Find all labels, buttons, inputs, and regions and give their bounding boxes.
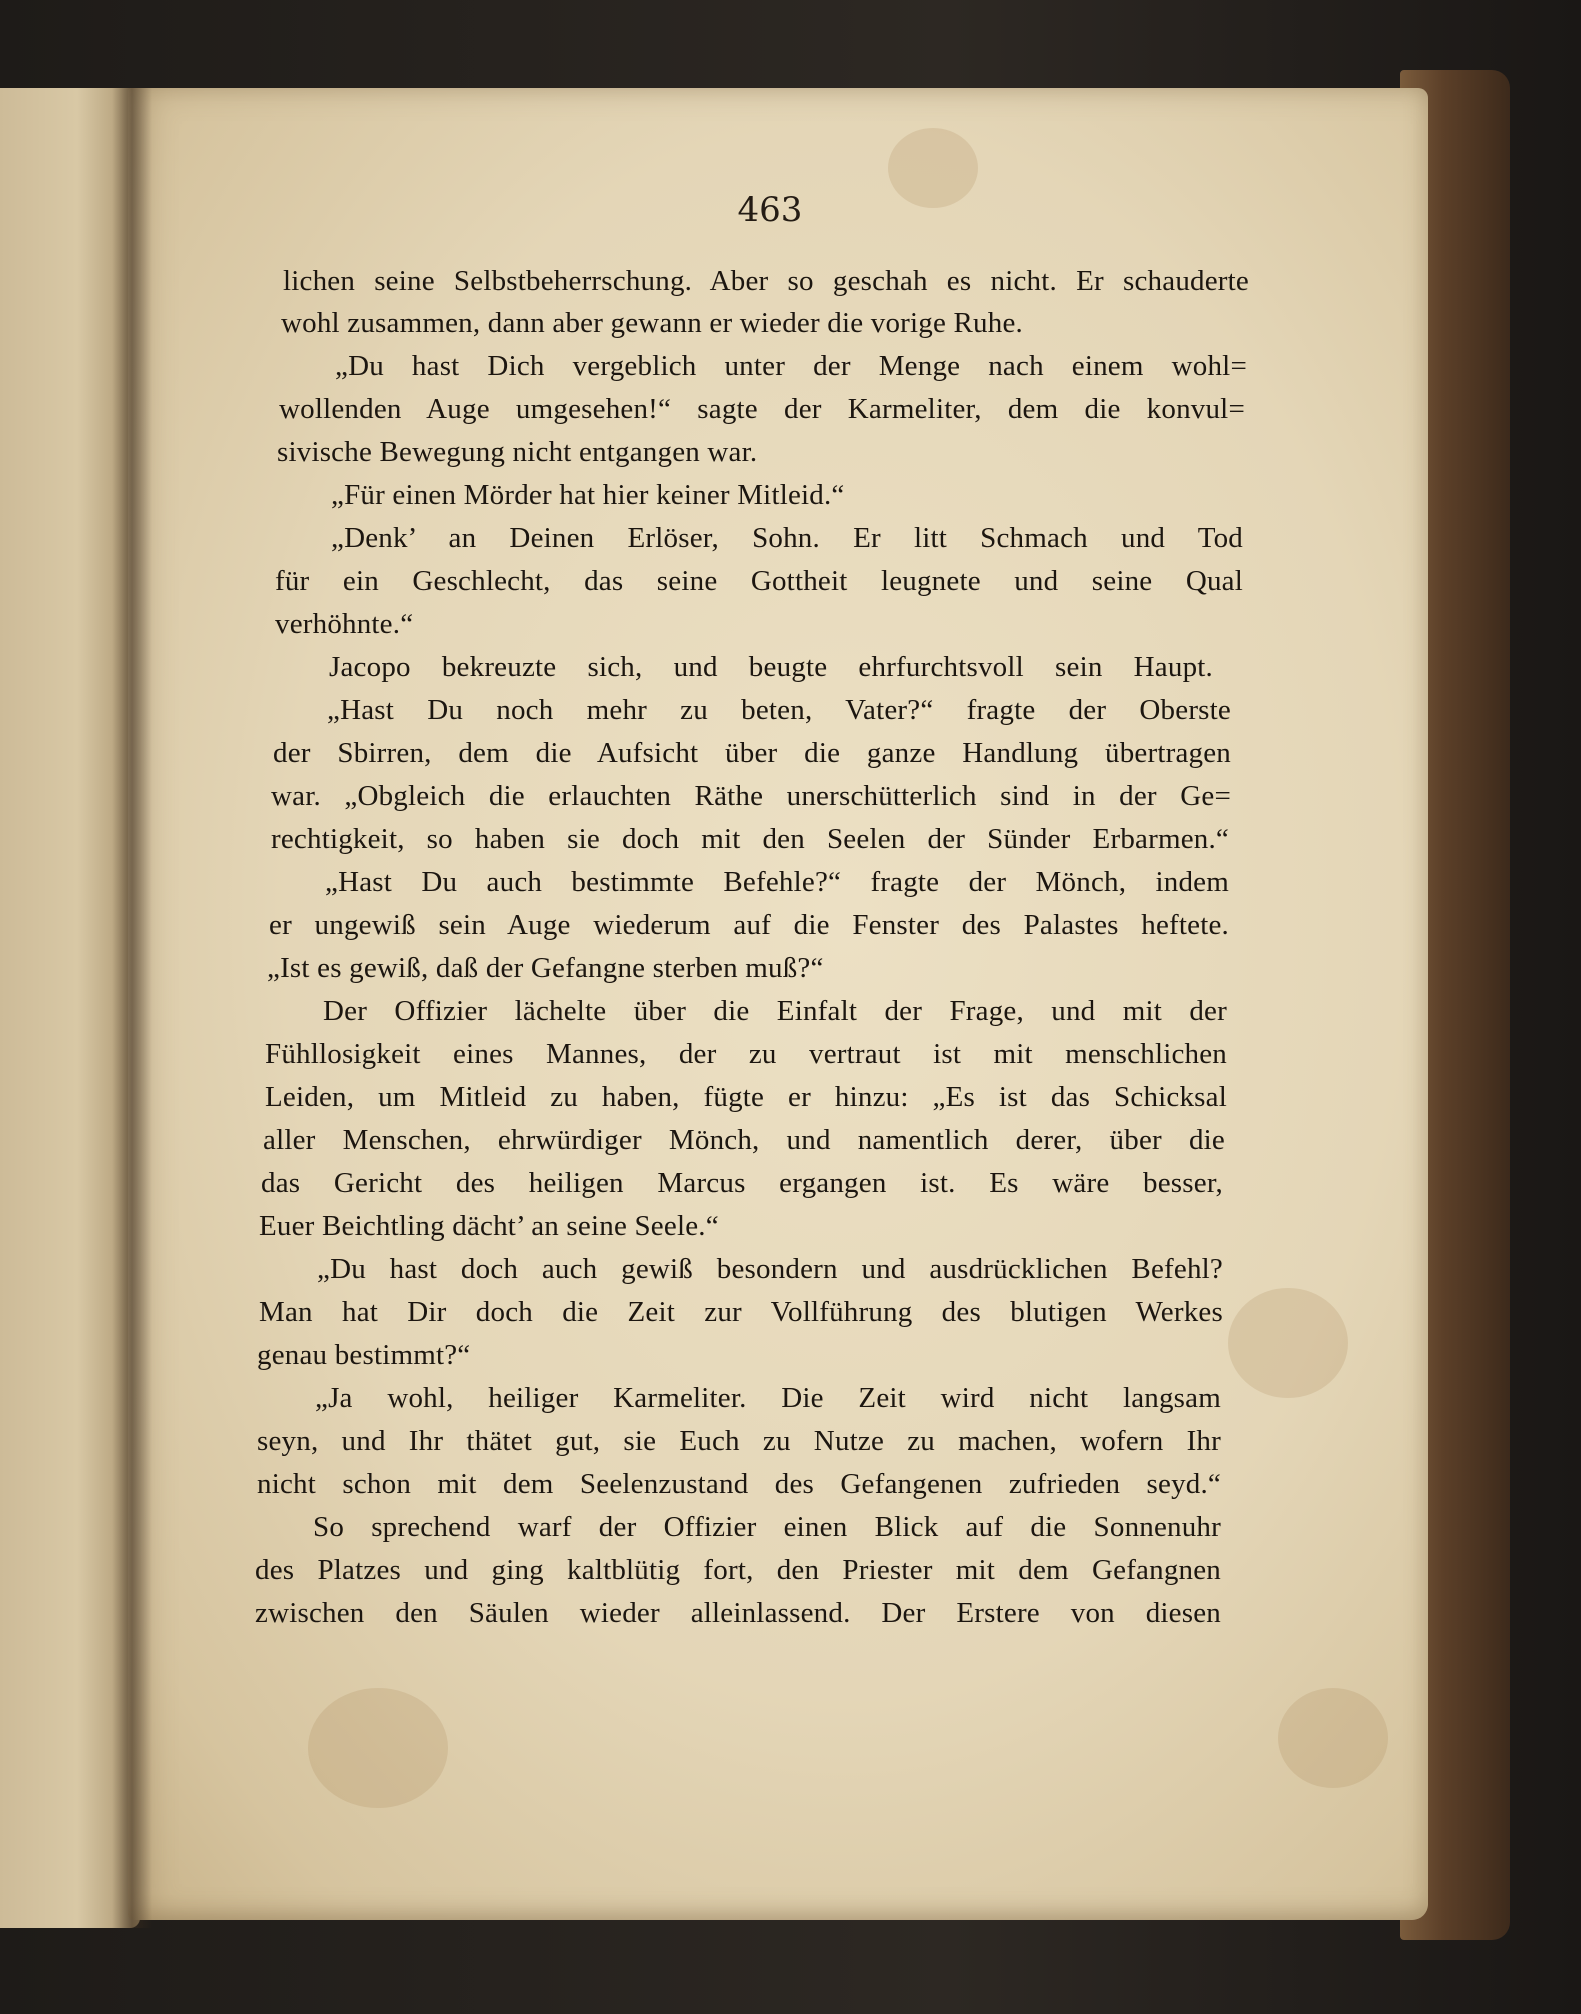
text-line: So sprechend warf der Offizier einen Blick auf die Sonnenuhr — [313, 1511, 1221, 1543]
paper-stain — [888, 128, 978, 208]
text-line: das Gericht des heiligen Marcus ergangen ist. Es wäre besser, — [261, 1167, 1223, 1199]
text-line: Man hat Dir doch die Zeit zur Vollführung des blutigen Werkes — [259, 1296, 1223, 1328]
text-line: Leiden, um Mitleid zu haben, fügte er hinzu: „Es ist das Schicksal — [265, 1081, 1227, 1113]
text-line: „Du hast doch auch gewiß besondern und ausdrücklichen Befehl? — [317, 1253, 1223, 1285]
text-line: „Hast Du auch bestimmte Befehle?“ fragte der Mönch, indem — [325, 866, 1229, 898]
text-line: genau bestimmt?“ — [257, 1339, 471, 1371]
spine-shadow — [112, 88, 152, 1928]
text-line: rechtigkeit, so haben sie doch mit den Seelen der Sünder Erbarmen.“ — [271, 823, 1229, 855]
text-line: Euer Beichtling dächt’ an seine Seele.“ — [259, 1210, 719, 1242]
text-line: „Ist es gewiß, daß der Gefangne sterben muß?“ — [267, 952, 824, 984]
paper-stain — [1228, 1288, 1348, 1398]
text-line: sivische Bewegung nicht entgangen war. — [277, 436, 758, 468]
text-line: lichen seine Selbstbeherrschung. Aber so geschah es nicht. Er schauderte — [283, 265, 1249, 297]
text-line: seyn, und Ihr thätet gut, sie Euch zu Nutze zu machen, wofern Ihr — [257, 1425, 1221, 1457]
page-number: 463 — [737, 190, 803, 230]
text-line: Fühllosigkeit eines Mannes, der zu vertraut ist mit menschlichen — [265, 1038, 1227, 1070]
text-line: verhöhnte.“ — [275, 608, 414, 640]
text-line: „Denk’ an Deinen Erlöser, Sohn. Er litt Schmach und Tod — [331, 522, 1243, 554]
text-line: des Platzes und ging kaltblütig fort, den Priester mit dem Gefangnen — [255, 1554, 1221, 1586]
paper-stain — [308, 1688, 448, 1808]
text-line: „Ja wohl, heiliger Karmeliter. Die Zeit wird nicht langsam — [315, 1382, 1221, 1414]
text-line: für ein Geschlecht, das seine Gottheit leugnete und seine Qual — [275, 565, 1243, 597]
text-line: wohl zusammen, dann aber gewann er wieder die vorige Ruhe. — [281, 307, 1023, 339]
text-line: der Sbirren, dem die Aufsicht über die ganze Handlung übertragen — [273, 737, 1231, 769]
text-line: Jacopo bekreuzte sich, und beugte ehrfurchtsvoll sein Haupt. — [329, 651, 1213, 683]
paper-stain — [1278, 1688, 1388, 1788]
text-line: zwischen den Säulen wieder alleinlassend. Der Erstere von diesen — [255, 1597, 1221, 1629]
text-line: nicht schon mit dem Seelenzustand des Gefangenen zufrieden seyd.“ — [257, 1468, 1221, 1500]
text-line: er ungewiß sein Auge wiederum auf die Fenster des Palastes heftete. — [269, 909, 1229, 941]
text-line: wollenden Auge umgesehen!“ sagte der Karmeliter, dem die konvul= — [279, 393, 1245, 425]
text-line: „Hast Du noch mehr zu beten, Vater?“ fragte der Oberste — [327, 694, 1231, 726]
text-line: aller Menschen, ehrwürdiger Mönch, und namentlich derer, über die — [263, 1124, 1225, 1156]
text-line: war. „Obgleich die erlauchten Räthe unerschütterlich sind in der Ge= — [271, 780, 1231, 812]
text-line: Der Offizier lächelte über die Einfalt der Frage, und mit der — [323, 995, 1227, 1027]
text-line: „Du hast Dich vergeblich unter der Menge nach einem wohl= — [335, 350, 1247, 382]
text-line: „Für einen Mörder hat hier keiner Mitleid.“ — [331, 479, 845, 511]
